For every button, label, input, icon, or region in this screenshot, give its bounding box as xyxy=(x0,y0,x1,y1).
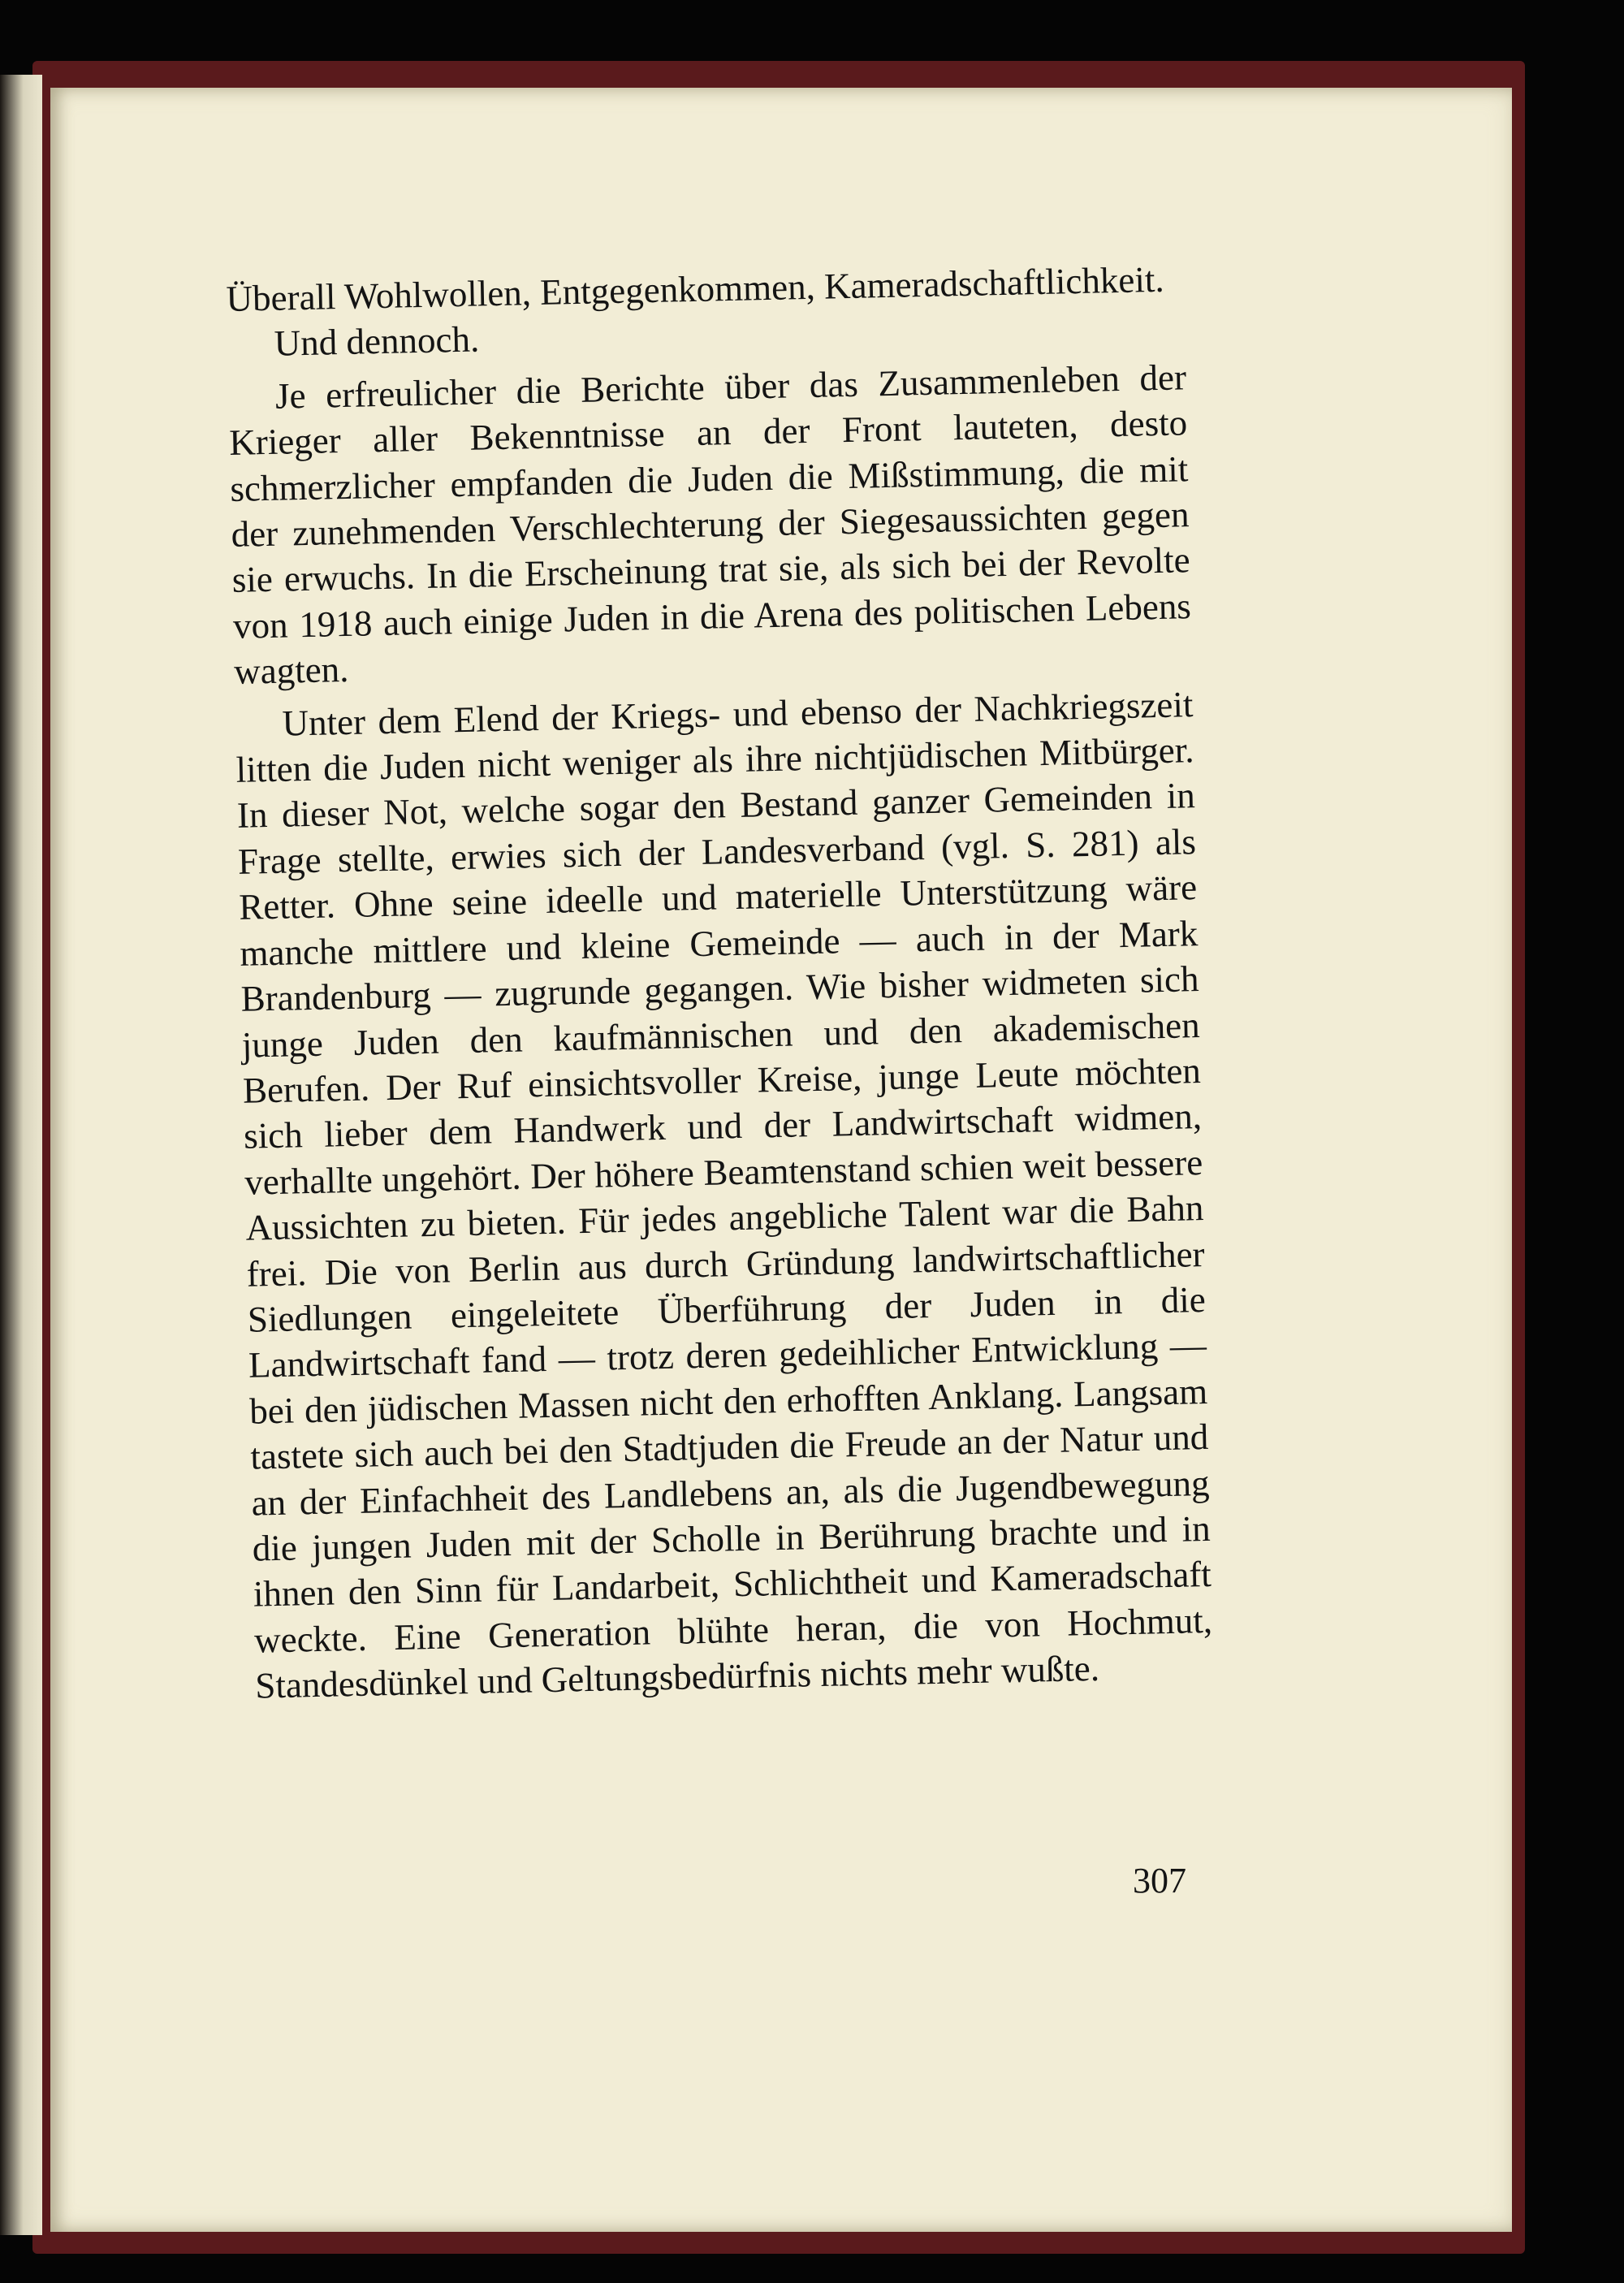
paragraph: Und dennoch. xyxy=(274,318,480,365)
paragraph: Je erfreulicher die Berichte über das Zusammenleben der Krieger aller Bekenntnisse an der Front lauteten, desto schmerzlicher empfanden die Juden die Mißstimmung, die mit der zunehmenden Verschlechterung der Siegesaussichten gegen sie erwuchs. In die Erscheinung trat sie, als sich bei der Revolte von 1918 auch einige Juden in die Arena des politischen Lebens wagten. xyxy=(228,357,1192,693)
page-number: 307 xyxy=(1133,1861,1186,1900)
left-page-edge xyxy=(0,75,42,2235)
paragraph: Überall Wohlwollen, Entgegenkommen, Kameradschaftlichkeit. xyxy=(226,258,1165,319)
paragraph: Unter dem Elend der Kriegs- und ebenso der Nachkriegszeit litten die Juden nicht weniger als ihre nichtjüdischen Mitbürger. In dieser Not, welche sogar den Bestand ganzer Gemeinden in Frage stellte, erwies sich der Landesverband (vgl. S. 281) als Retter. Ohne seine ideelle und materielle Unterstützung wäre manche mittlere und kleine Gemeinde — auch in der Mark Brandenburg — zugrunde gegangen. Wie bisher widmeten sich junge Juden den kaufmännischen und den akademischen Berufen. Der Ruf einsichtsvoller Kreise, junge Leute möchten sich lieber dem Handwerk und der Landwirtschaft widmen, verhallte ungehört. Der höhere Beamtenstand schien weit bessere Aussichten zu bieten. Für jedes angebliche Talent war die Bahn frei. Die von Berlin aus durch Gründung landwirtschaftlicher Siedlungen eingeleitete Überführung der Juden in die Landwirtschaft fand — trotz deren gedeihlicher Entwicklung — bei den jüdischen Massen nicht den erhofften Anklang. Langsam tastete sich auch bei den Stadtjuden die Freude an der Natur und an der Einfachheit des Landlebens an, als die Jugendbewegung die jungen Juden mit der Scholle in Berührung brachte und in ihnen den Sinn für Landarbeit, Schlichtheit und Kameradschaft weckte. Eine Generation blühte heran, die von Hochmut, Standesdünkel und Geltungsbedürfnis nichts mehr wußte. xyxy=(235,683,1213,1706)
body-text xyxy=(226,256,1214,1709)
